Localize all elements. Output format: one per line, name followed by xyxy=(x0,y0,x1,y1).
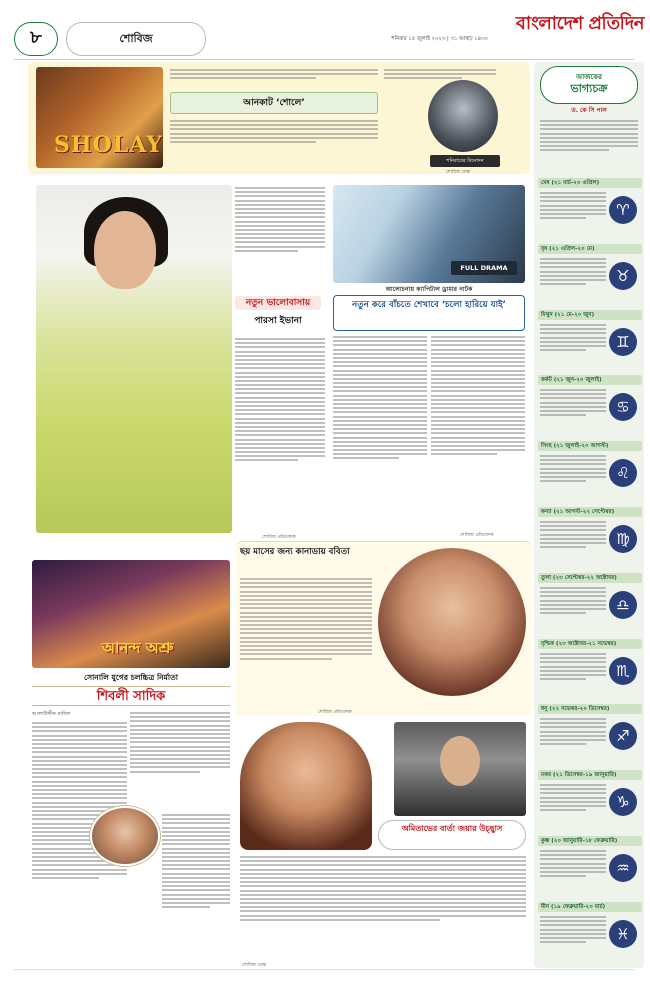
horoscope-sign-text xyxy=(540,848,606,894)
sholay-inset-caption: শনিবারের বিনোদন xyxy=(430,155,500,167)
horoscope-sign-text xyxy=(540,782,606,828)
horoscope-sign-text xyxy=(540,716,606,762)
paras-body-text-2 xyxy=(235,336,325,536)
horoscope-sign-text xyxy=(540,322,606,368)
horoscope-sign-text xyxy=(540,256,606,302)
sadek-byline: আলাউদ্দীন মাজিদ xyxy=(32,711,71,717)
zodiac-icon: ♋ xyxy=(609,393,637,421)
horoscope-author: ড. কে সি পাল xyxy=(571,107,607,114)
horoscope-sign-text xyxy=(540,190,606,236)
zodiac-icon: ♈ xyxy=(609,196,637,224)
horoscope-title-big: ভাগ্যচক্র xyxy=(570,82,608,95)
horoscope-sign-heading[interactable]: বৃশ্চিক (২৩ অক্টোবর-২১ নভেম্বর) xyxy=(538,639,642,649)
zodiac-icon: ♉ xyxy=(609,262,637,290)
dateline: শনিবার ১৫ জুলাই ২০২৩ | ৩১ আষাঢ় ১৪৩০ xyxy=(391,36,488,42)
zodiac-icon: ♌ xyxy=(609,459,637,487)
horoscope-sign-text xyxy=(540,453,606,499)
sadek-headline[interactable]: শিবলী সাদিক xyxy=(32,686,230,706)
zodiac-icon: ♊ xyxy=(609,328,637,356)
page-number: ৮ xyxy=(14,22,58,56)
zodiac-icon: ♑ xyxy=(609,788,637,816)
sadek-kicker: সোনালি যুগের চলচ্চিত্র নির্মাতা xyxy=(83,673,178,682)
photo-face-shape xyxy=(94,211,156,289)
shibli-sadek-portrait[interactable] xyxy=(90,806,160,866)
bobita-headline[interactable]: ছয় মাসের জন্য কানাডায় ববিতা xyxy=(240,547,350,557)
horoscope-title-small: আজকের xyxy=(576,73,602,81)
paras-credit: শোবিজ প্রতিবেদক xyxy=(262,535,296,540)
bobita-portrait[interactable] xyxy=(378,548,526,696)
horoscope-sign-heading[interactable]: তুলা (২৩ সেপ্টেম্বর-২২ অক্টোবর) xyxy=(538,573,642,583)
horoscope-sign-text xyxy=(540,519,606,565)
horoscope-sign-text xyxy=(540,651,606,697)
horoscope-sign-heading[interactable]: ধনু (২২ নভেম্বর-২০ ডিসেম্বর) xyxy=(538,704,642,714)
chalo-credit: শোবিজ প্রতিবেদক xyxy=(460,533,494,538)
chalo-drama-still[interactable] xyxy=(333,185,525,283)
chalo-body-text xyxy=(333,334,427,534)
horoscope-sign-text xyxy=(540,585,606,631)
amit-headline[interactable]: অমিতাভের বার্তা জয়ার উচ্ছ্বাস xyxy=(378,820,526,850)
sholay-credit: শোবিজ ডেস্ক xyxy=(446,170,470,175)
paras-body-text xyxy=(235,185,325,290)
chalo-headline[interactable]: নতুন করে বাঁচতে শেখাবে ‘চলো হারিয়ে যাই’ xyxy=(333,295,525,331)
sholay-headline[interactable]: আনকাট ‘শোলে’ xyxy=(170,92,378,114)
jaya-portrait[interactable] xyxy=(240,722,372,850)
zodiac-icon: ♐ xyxy=(609,722,637,750)
zodiac-icon: ♓ xyxy=(609,920,637,948)
horoscope-sign-heading[interactable]: কর্কট (২১ জুন-২০ জুলাই) xyxy=(538,375,642,385)
horoscope-sign-heading[interactable]: বৃষ (২১ এপ্রিল-২০ মে) xyxy=(538,244,642,254)
paras-headline-block[interactable] xyxy=(235,296,321,330)
sholay-poster-image[interactable] xyxy=(36,67,163,168)
footer-divider xyxy=(14,969,634,970)
horoscope-sign-text xyxy=(540,914,606,960)
ananda-poster-logo: আনন্দ অশ্রু xyxy=(102,639,174,657)
horoscope-sign-heading[interactable]: মকর (২১ ডিসেম্বর-১৯ জানুয়ারি) xyxy=(538,770,642,780)
sholay-body-text xyxy=(170,118,378,166)
horoscope-sign-text xyxy=(540,387,606,433)
paras-ivana-photo[interactable] xyxy=(36,185,232,533)
paras-headline: পারসা ইভানা xyxy=(254,316,302,326)
header-divider xyxy=(14,59,634,60)
amitabh-photo[interactable] xyxy=(394,722,526,816)
zodiac-icon: ♏ xyxy=(609,657,637,685)
horoscope-sign-heading[interactable]: সিংহ (২১ জুলাই-২০ আগস্ট) xyxy=(538,441,642,451)
bobita-body-text xyxy=(240,576,372,712)
ananda-ashru-poster[interactable] xyxy=(32,560,230,668)
sholay-intro-text xyxy=(170,67,378,91)
horoscope-sign-heading[interactable]: মিথুন (২১ মে-২০ জুন) xyxy=(538,310,642,320)
paras-kicker: নতুন ভালোবাসায় xyxy=(235,296,321,310)
horoscope-sign-heading[interactable]: মেষ (২১ মার্চ-২০ এপ্রিল) xyxy=(538,178,642,188)
horoscope-sign-heading[interactable]: কন্যা (২১ আগস্ট-২২ সেপ্টেম্বর) xyxy=(538,507,642,517)
zodiac-icon: ♎ xyxy=(609,591,637,619)
section-label[interactable]: শোবিজ xyxy=(66,22,206,56)
sadek-body-text-2 xyxy=(130,710,230,810)
horoscope-sign-heading[interactable]: মীন (১৯ ফেব্রুয়ারি-২০ মার্চ) xyxy=(538,902,642,912)
sholay-inset-photo[interactable] xyxy=(428,80,498,152)
horoscope-title xyxy=(540,66,638,104)
bobita-credit: শোবিজ প্রতিবেদক xyxy=(318,710,352,715)
sadek-body-text-3 xyxy=(162,812,230,960)
horoscope-intro xyxy=(540,118,638,174)
zodiac-icon: ♒ xyxy=(609,854,637,882)
sholay-poster-logo: SHOLAY xyxy=(54,132,163,158)
masthead-logo: বাংলাদেশ প্রতিদিন xyxy=(515,13,644,34)
page-header xyxy=(0,0,650,60)
photo-face-shape xyxy=(440,736,480,786)
chalo-body-text-2 xyxy=(431,334,525,534)
zodiac-icon: ♍ xyxy=(609,525,637,553)
full-drama-badge: FULL DRAMA xyxy=(451,261,517,275)
amit-body-text xyxy=(240,854,526,964)
masthead[interactable] xyxy=(488,11,644,49)
horoscope-sign-heading[interactable]: কুম্ভ (২০ জানুয়ারি-১৮ ফেব্রুয়ারি) xyxy=(538,836,642,846)
chalo-kicker: আলোচনায় ক্যাপিটাল ড্রামার নাটক xyxy=(385,286,473,293)
amit-credit: শোবিজ ডেস্ক xyxy=(242,963,266,968)
